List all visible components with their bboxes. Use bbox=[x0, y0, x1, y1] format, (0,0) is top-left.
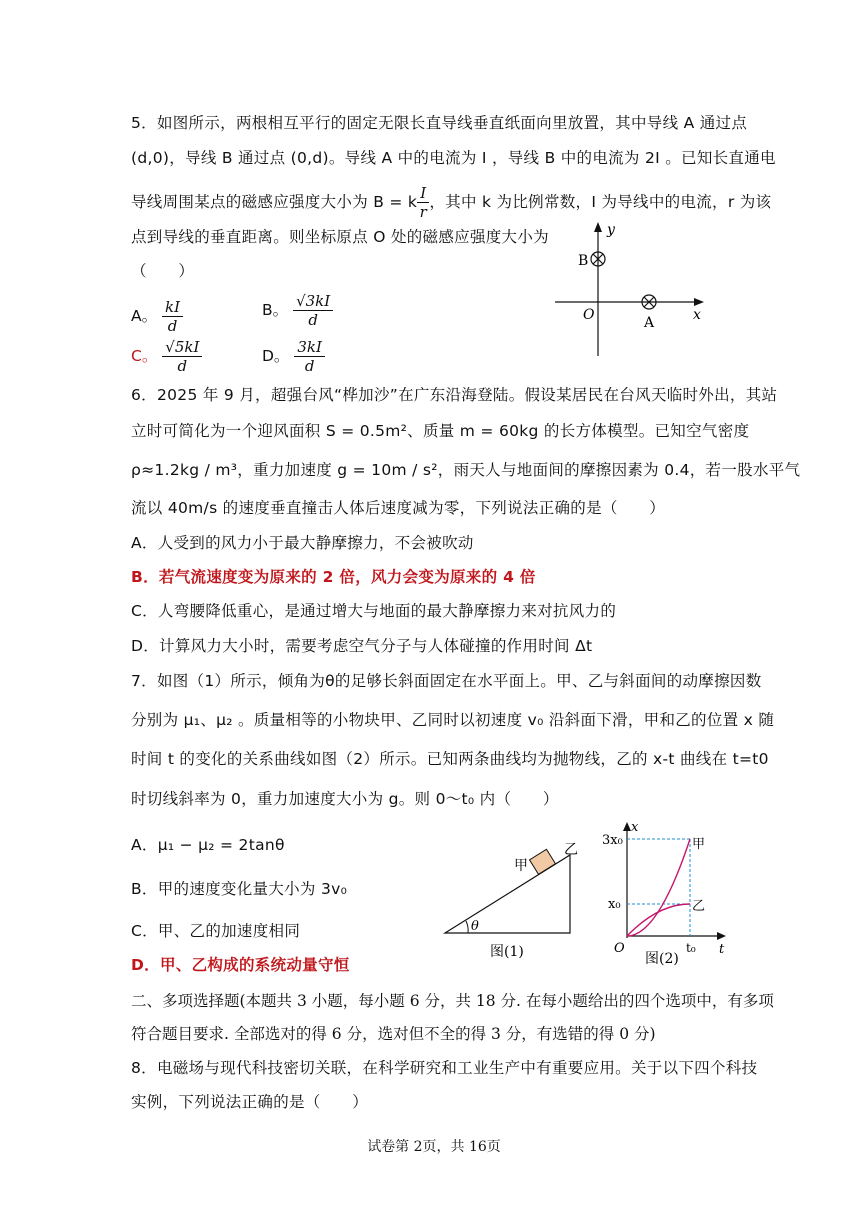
q7-option-c[interactable]: C．甲、乙的加速度相同 bbox=[131, 922, 301, 940]
fig2-x-label: x bbox=[631, 820, 639, 835]
section2-line1: 二、多项选择题(本题共 3 小题，每小题 6 分，共 18 分. 在每小题给出的四个选项中，有多项 bbox=[131, 992, 774, 1010]
option-label: C。 bbox=[131, 347, 158, 365]
t-axis-arrow bbox=[717, 932, 726, 940]
curve-jia bbox=[627, 839, 690, 936]
fig2-tick-x0: x₀ bbox=[608, 897, 621, 912]
option-fraction: $\frac{√5kI}{d}$ bbox=[162, 338, 202, 375]
q5-frac-num: I bbox=[417, 184, 429, 203]
q5-line3a: 导线周围某点的磁感应强度大小为 B = k bbox=[131, 193, 418, 211]
q5-coordinate-figure bbox=[550, 218, 720, 363]
fig2-t-label: t bbox=[719, 942, 725, 957]
q5-line4: 点到导线的垂直距离。则坐标原点 O 处的磁感应强度大小为 bbox=[131, 228, 549, 246]
option-fraction: $\frac{3kI}{d}$ bbox=[294, 338, 325, 375]
q5-option-c[interactable] bbox=[131, 338, 202, 375]
option-label: B。 bbox=[262, 301, 289, 319]
q5-line3 bbox=[131, 184, 771, 221]
fig1-caption: 图(1) bbox=[490, 944, 524, 960]
fig1-yi-label: 乙 bbox=[564, 842, 578, 858]
fig1-theta-label: θ bbox=[471, 919, 479, 934]
y-axis-arrow bbox=[594, 222, 602, 232]
fig2-origin-label: O bbox=[614, 941, 625, 956]
theta-arc bbox=[466, 921, 468, 933]
q5-line1: 5．如图所示，两根相互平行的固定无限长直导线垂直纸面向里放置，其中导线 A 通过点 bbox=[131, 114, 748, 132]
q6-option-b[interactable]: B．若气流速度变为原来的 2 倍，风力会变为原来的 4 倍 bbox=[131, 568, 536, 586]
origin-label: O bbox=[583, 307, 595, 323]
option-label: A。 bbox=[131, 307, 158, 325]
page-footer: 试卷第 2页，共 16页 bbox=[367, 1139, 501, 1155]
q8-line1: 8．电磁场与现代科技密切关联，在科学研究和工业生产中有重要应用。关于以下四个科技 bbox=[131, 1059, 758, 1077]
curve-yi bbox=[627, 904, 690, 936]
q7-line2: 分别为 μ₁、μ₂ 。质量相等的小物块甲、乙同时以初速度 v₀ 沿斜面下滑，甲和乙的位置 x 随 bbox=[131, 711, 775, 729]
x-axis-arrow bbox=[694, 298, 704, 306]
wire-b-label: B bbox=[578, 253, 589, 269]
q5-option-b[interactable] bbox=[262, 292, 333, 329]
q6-line2: 立时可简化为一个迎风面积 S = 0.5m²、质量 m = 60kg 的长方体模型。已知空气密度 bbox=[131, 422, 750, 440]
q5-line2: (d,0)，导线 B 通过点 (0,d)。导线 A 中的电流为 I ，导线 B 中的电流为 2I 。已知长直通电 bbox=[131, 149, 776, 167]
q6-line4: 流以 40m/s 的速度垂直撞击人体后速度减为零，下列说法正确的是（ ） bbox=[131, 499, 666, 517]
q5-option-d[interactable] bbox=[262, 338, 325, 375]
q5-option-a[interactable] bbox=[131, 298, 183, 335]
x-axis-arrow bbox=[623, 822, 631, 831]
wire-a-label: A bbox=[644, 315, 655, 331]
fig2-tick-t0: t₀ bbox=[686, 941, 696, 955]
q7-figure-1-incline bbox=[440, 840, 590, 965]
option-fraction: $\frac{√3kI}{d}$ bbox=[293, 292, 333, 329]
x-label: x bbox=[693, 307, 701, 323]
q5-frac-den: r bbox=[419, 203, 428, 221]
option-fraction: $\frac{kI}{d}$ bbox=[162, 298, 183, 335]
q7-line3: 时间 t 的变化的关系曲线如图（2）所示。已知两条曲线均为抛物线，乙的 x-t 曲线在 t=t0 bbox=[131, 750, 769, 768]
q5-line3b: ，其中 k 为比例常数，I 为导线中的电流，r 为该 bbox=[429, 193, 772, 211]
q7-figure-2-xt-graph bbox=[600, 818, 735, 968]
option-label: D。 bbox=[262, 347, 290, 365]
q7-option-d[interactable]: D．甲、乙构成的系统动量守恒 bbox=[131, 956, 350, 974]
q7-option-b[interactable]: B．甲的速度变化量大小为 3v₀ bbox=[131, 880, 348, 898]
y-label: y bbox=[607, 222, 615, 238]
q5-line5: （ ） bbox=[131, 262, 195, 280]
q8-line2: 实例，下列说法正确的是（ ） bbox=[131, 1093, 369, 1111]
block-icon bbox=[530, 849, 556, 874]
q6-option-c[interactable]: C．人弯腰降低重心，是通过增大与地面的最大静摩擦力来对抗风力的 bbox=[131, 602, 617, 620]
fig1-jia-label: 甲 bbox=[514, 858, 528, 874]
fig2-yi-label: 乙 bbox=[692, 899, 706, 914]
fig2-jia-label: 甲 bbox=[692, 837, 706, 852]
fig2-caption: 图(2) bbox=[645, 951, 679, 967]
q7-line1: 7．如图（1）所示，倾角为θ的足够长斜面固定在水平面上。甲、乙与斜面间的动摩擦因数 bbox=[131, 672, 762, 690]
q6-option-d[interactable]: D．计算风力大小时，需要考虑空气分子与人体碰撞的作用时间 Δt bbox=[131, 637, 593, 655]
q7-line4: 时切线斜率为 0，重力加速度大小为 g。则 0～t₀ 内（ ） bbox=[131, 790, 559, 808]
q7-option-a[interactable]: A．μ₁ − μ₂ = 2tanθ bbox=[131, 836, 285, 854]
q6-line3: ρ≈1.2kg / m³，重力加速度 g = 10m / s²，雨天人与地面间的摩擦因素为 0.4，若一股水平气 bbox=[131, 461, 801, 479]
q6-option-a[interactable]: A．人受到的风力小于最大静摩擦力，不会被吹动 bbox=[131, 534, 474, 552]
q6-line1: 6．2025 年 9 月，超强台风“桦加沙”在广东沿海登陆。假设某居民在台风天临时外出，其站 bbox=[131, 386, 778, 404]
fig2-tick-3x0: 3x₀ bbox=[602, 833, 623, 848]
q5-fraction bbox=[417, 184, 429, 221]
section2-line2: 符合题目要求. 全部选对的得 6 分，选对但不全的得 3 分，有选错的得 0 分) bbox=[131, 1025, 656, 1043]
